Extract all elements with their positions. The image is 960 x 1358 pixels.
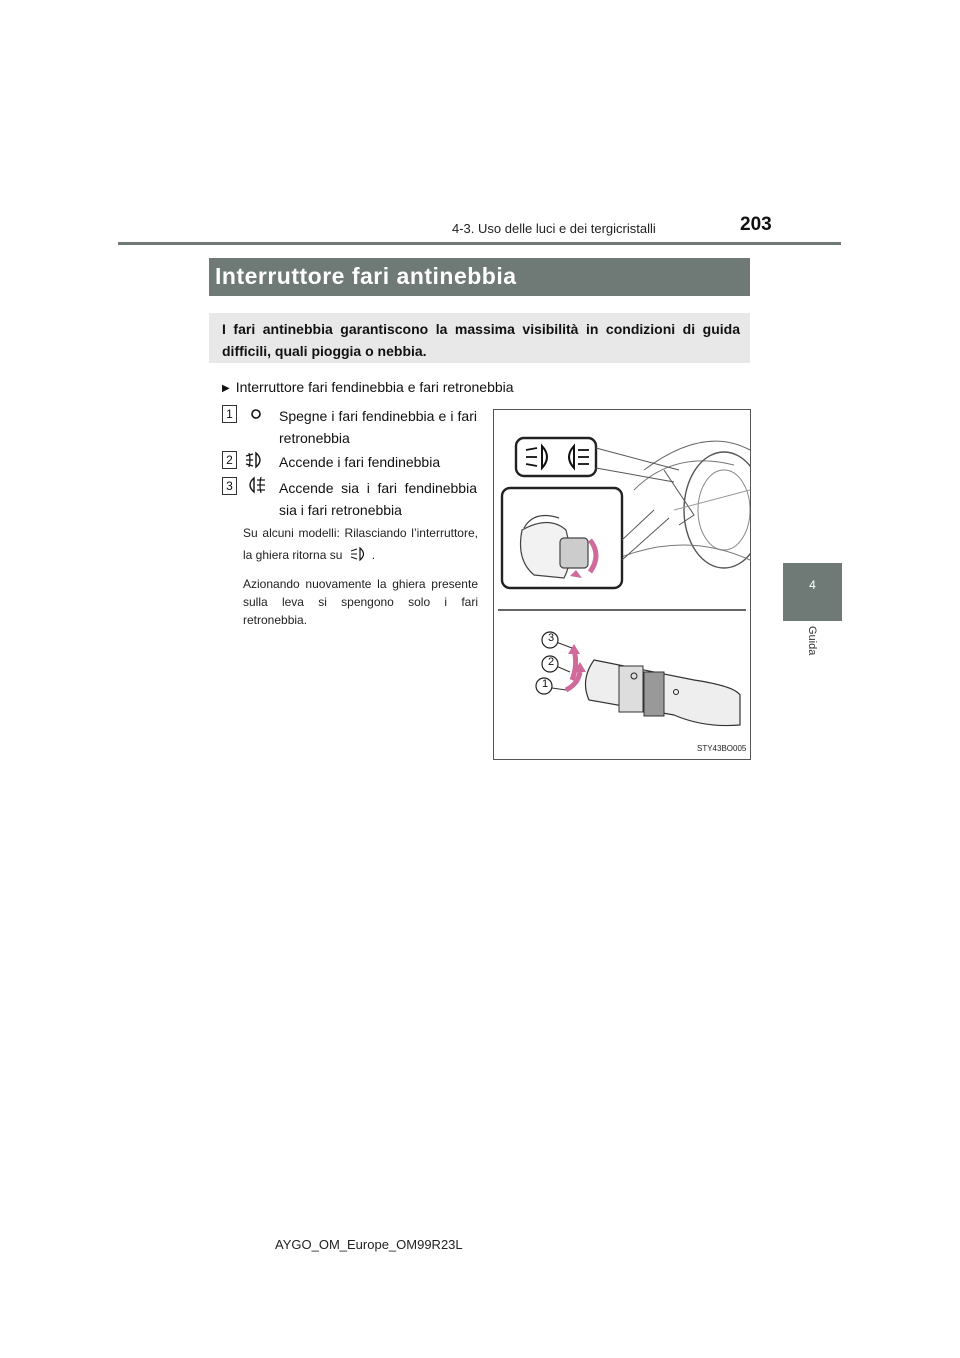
chapter-label: Guida xyxy=(806,626,818,656)
note-release-text: Su alcuni modelli: Rilasciando l’interruttore, la ghiera ritorna su xyxy=(243,526,478,562)
figure-frame xyxy=(493,409,751,760)
header-divider xyxy=(118,242,841,245)
note-release xyxy=(243,522,478,566)
item-text-3: Accende sia i fari fendinebbia sia i fari retronebbia xyxy=(279,480,477,518)
off-circle-icon xyxy=(250,408,262,420)
figure-label-3: 3 xyxy=(547,632,555,644)
header-section-title: 4-3. Uso delle luci e dei tergicristalli xyxy=(452,221,656,236)
bullet-text: Interruttore fari fendinebbia e fari retronebbia xyxy=(235,379,514,395)
item-number-1: 1 xyxy=(222,405,237,423)
footer-document-code: AYGO_OM_Europe_OM99R23L xyxy=(275,1237,463,1252)
chapter-tab xyxy=(783,563,842,621)
item-number-2: 2 xyxy=(222,451,237,469)
item-text-2: Accende i fari fendinebbia xyxy=(279,454,441,470)
chapter-tab-number: 4 xyxy=(809,578,816,592)
note-release-end: . xyxy=(371,548,376,562)
page-number: 203 xyxy=(740,214,772,235)
bullet-arrow-icon: ▶ xyxy=(222,383,230,394)
front-fog-icon xyxy=(244,450,266,470)
bullet-heading xyxy=(222,379,514,395)
item-number-3: 3 xyxy=(222,477,237,495)
note-rear-off: Azionando nuovamente la ghiera presente sulla leva si spengono solo i fari retronebbia. xyxy=(243,577,478,627)
section-title: Interruttore fari antinebbia xyxy=(215,263,517,289)
figure-label-2: 2 xyxy=(547,656,555,668)
figure-code: STY43BO005 xyxy=(697,744,747,753)
figure-label-1: 1 xyxy=(541,678,549,690)
item-text-1: Spegne i fari fendinebbia e i fari retronebbia xyxy=(279,408,477,446)
front-fog-inline-icon xyxy=(349,546,369,562)
intro-text: I fari antinebbia garantiscono la massima visibilità in condizioni di guida difficili, quali pioggia o nebbia. xyxy=(222,321,740,359)
switch-illustration xyxy=(494,410,750,759)
rear-fog-icon xyxy=(244,475,268,495)
